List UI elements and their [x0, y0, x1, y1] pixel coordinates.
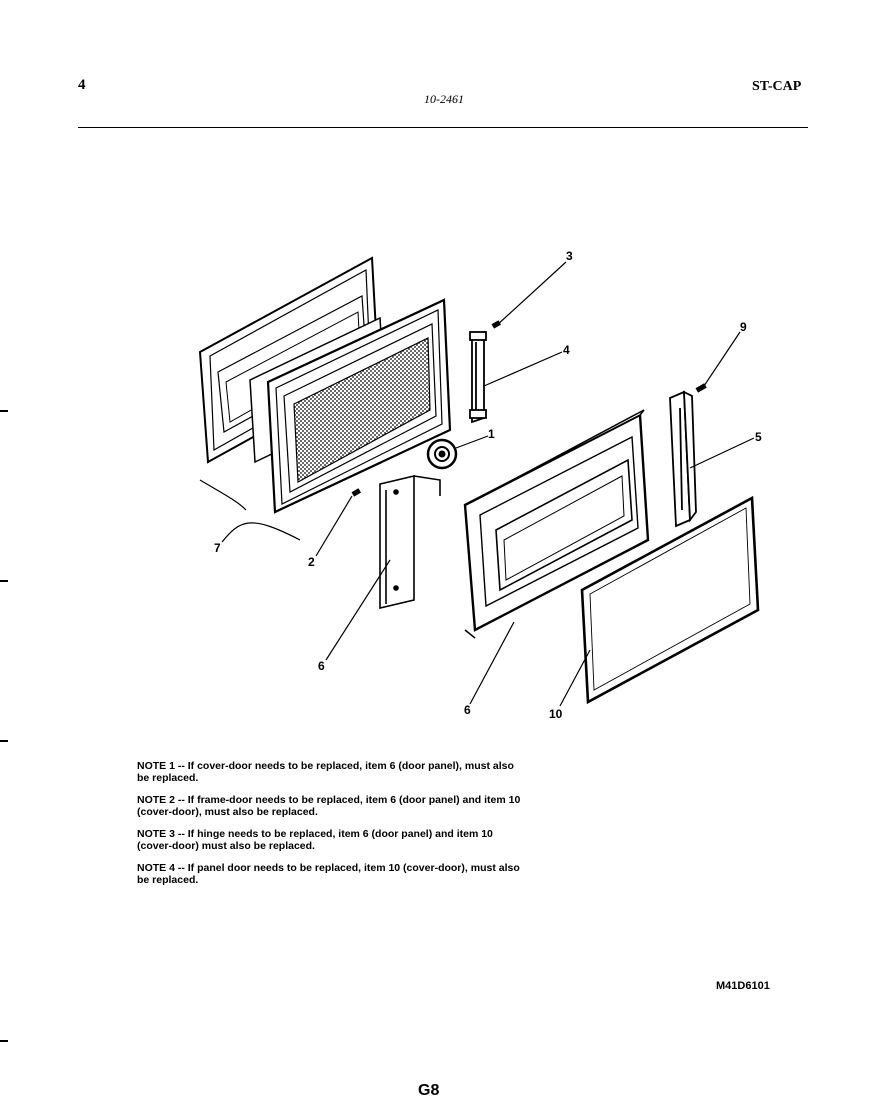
callout-6: 6 — [318, 659, 325, 673]
notes-block — [137, 760, 527, 896]
sheet-id: G8 — [418, 1082, 440, 1099]
part-handle — [670, 392, 696, 526]
note-4: NOTE 4 -- If panel door needs to be replaced, item 10 (cover-door), must also be replaced. — [137, 862, 520, 886]
document-reference: 10-2461 — [424, 92, 464, 106]
callout-6: 6 — [464, 703, 471, 717]
callout-9: 9 — [740, 320, 747, 334]
callout-4: 4 — [563, 343, 570, 357]
callout-1: 1 — [488, 427, 495, 441]
callout-7: 7 — [214, 541, 221, 555]
part-knob — [428, 440, 456, 468]
note-3: NOTE 3 -- If hinge needs to be replaced, item 6 (door panel) and item 10 (cover-door) must also be replaced. — [137, 828, 493, 852]
callout-3: 3 — [566, 249, 573, 263]
callout-10: 10 — [549, 707, 563, 721]
part-hinge — [470, 332, 486, 422]
note-1: NOTE 1 -- If cover-door needs to be replaced, item 6 (door panel), must also be replaced. — [137, 760, 514, 784]
part-screw-3 — [492, 320, 501, 328]
document-code: ST-CAP — [752, 79, 802, 94]
part-screw-2 — [352, 488, 361, 496]
callout-2: 2 — [308, 555, 315, 569]
part-bracket — [380, 476, 440, 608]
page-number: 4 — [78, 77, 86, 93]
note-2: NOTE 2 -- If frame-door needs to be replaced, item 6 (door panel) and item 10 (cover-door), must also be replaced. — [137, 794, 521, 818]
callout-5: 5 — [755, 430, 762, 444]
figure-id: M41D6101 — [716, 980, 770, 992]
